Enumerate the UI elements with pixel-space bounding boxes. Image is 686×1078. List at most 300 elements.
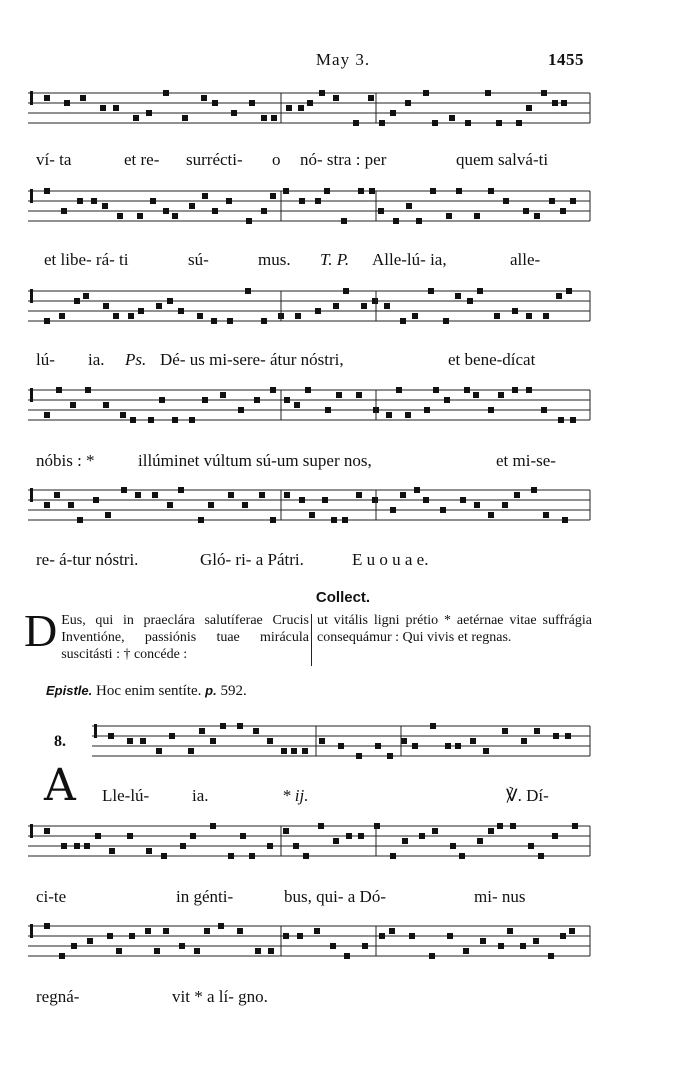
neume: [456, 188, 462, 194]
neume: [378, 208, 384, 214]
neume: [498, 392, 504, 398]
neume: [74, 298, 80, 304]
neume: [526, 105, 532, 111]
neume: [560, 933, 566, 939]
neume: [445, 743, 451, 749]
staff-8: [0, 918, 686, 978]
neume: [369, 188, 375, 194]
neume: [338, 743, 344, 749]
neume: [129, 933, 135, 939]
lyric-syllable: lú-: [36, 350, 55, 369]
neume: [400, 492, 406, 498]
neume: [261, 115, 267, 121]
lyric-syllable: et mi-se-: [496, 451, 556, 470]
neume: [77, 517, 83, 523]
neume: [212, 100, 218, 106]
neume: [178, 487, 184, 493]
neume: [331, 517, 337, 523]
neume: [56, 387, 62, 393]
neume: [295, 313, 301, 319]
neume: [507, 928, 513, 934]
staff-1: [0, 85, 686, 145]
neume: [514, 492, 520, 498]
neume: [150, 198, 156, 204]
neume: [130, 417, 136, 423]
neume: [330, 943, 336, 949]
neume: [361, 303, 367, 309]
neume: [281, 748, 287, 754]
neume: [245, 288, 251, 294]
neume: [255, 948, 261, 954]
neume: [172, 417, 178, 423]
neume: [284, 492, 290, 498]
lyric-syllable: Lle-lú-: [102, 786, 150, 805]
neume: [291, 748, 297, 754]
neume: [488, 512, 494, 518]
neume: [159, 397, 165, 403]
clef-mark: [30, 289, 33, 303]
neume: [379, 933, 385, 939]
neume: [494, 313, 500, 319]
neume: [302, 748, 308, 754]
neume: [553, 733, 559, 739]
neume: [294, 402, 300, 408]
neume: [127, 738, 133, 744]
neume: [322, 497, 328, 503]
neume: [423, 90, 429, 96]
neume: [270, 193, 276, 199]
neume: [372, 497, 378, 503]
neume: [423, 497, 429, 503]
clef-mark: [30, 189, 33, 203]
neume: [189, 203, 195, 209]
neume: [428, 288, 434, 294]
neume: [483, 748, 489, 754]
neume: [474, 213, 480, 219]
neume: [127, 833, 133, 839]
neume: [389, 928, 395, 934]
staff-4: [0, 382, 686, 442]
neume: [44, 412, 50, 418]
neume: [315, 198, 321, 204]
neume: [552, 100, 558, 106]
neume: [77, 198, 83, 204]
neume: [182, 115, 188, 121]
neume: [570, 417, 576, 423]
neume: [44, 318, 50, 324]
neume: [318, 823, 324, 829]
neume: [116, 948, 122, 954]
neume: [238, 407, 244, 413]
neume: [188, 748, 194, 754]
neume: [199, 728, 205, 734]
neume: [424, 407, 430, 413]
neume: [220, 392, 226, 398]
neume: [189, 417, 195, 423]
neume: [512, 387, 518, 393]
neume: [254, 397, 260, 403]
neume: [485, 90, 491, 96]
lyric-line-6: [0, 786, 686, 810]
neume: [488, 828, 494, 834]
neume: [154, 948, 160, 954]
lyric-syllable: Gló- ri- a Pátri.: [200, 550, 304, 569]
neume: [64, 100, 70, 106]
neume: [293, 843, 299, 849]
neume: [74, 843, 80, 849]
neume: [270, 517, 276, 523]
neume: [516, 120, 522, 126]
clef-mark: [30, 924, 33, 938]
lyric-syllable: et re-: [124, 150, 160, 169]
neume: [297, 933, 303, 939]
neume: [390, 507, 396, 513]
neume: [140, 738, 146, 744]
lyric-syllable: quem salvá-ti: [456, 150, 549, 169]
lyric-syllable: T. P.: [320, 250, 350, 269]
neume: [560, 208, 566, 214]
neume: [368, 95, 374, 101]
neume: [156, 748, 162, 754]
neume: [179, 943, 185, 949]
neume: [100, 105, 106, 111]
neume: [396, 387, 402, 393]
neume: [463, 948, 469, 954]
neume: [374, 823, 380, 829]
staff-2: [0, 183, 686, 243]
neume: [283, 828, 289, 834]
neume: [465, 120, 471, 126]
neume: [197, 313, 203, 319]
neume: [261, 318, 267, 324]
neume: [401, 738, 407, 744]
lyric-syllable: ia.: [88, 350, 105, 369]
neume: [93, 497, 99, 503]
neume: [372, 298, 378, 304]
neume: [87, 938, 93, 944]
neume: [298, 105, 304, 111]
lyric-line-8: [0, 987, 686, 1011]
neume: [102, 203, 108, 209]
neume: [467, 298, 473, 304]
lyric-line-2: [0, 250, 686, 274]
neume: [433, 387, 439, 393]
epistle-reference: [46, 683, 247, 700]
neume: [344, 953, 350, 959]
neume: [379, 120, 385, 126]
lyric-syllable: ci-te: [36, 887, 67, 906]
neume: [135, 492, 141, 498]
neume: [152, 492, 158, 498]
neume: [570, 198, 576, 204]
neume: [84, 843, 90, 849]
neume: [543, 512, 549, 518]
neume: [253, 728, 259, 734]
neume: [303, 853, 309, 859]
neume: [59, 953, 65, 959]
lyric-syllable: mus.: [258, 250, 291, 269]
neume: [54, 492, 60, 498]
neume: [242, 502, 248, 508]
neume: [541, 407, 547, 413]
neume: [80, 95, 86, 101]
lyric-line-3: [0, 350, 686, 374]
neume: [430, 188, 436, 194]
chant-number: 8.: [54, 733, 66, 750]
neume: [565, 733, 571, 739]
neume: [167, 298, 173, 304]
staff-7: [0, 818, 686, 878]
neume: [450, 843, 456, 849]
neume: [103, 402, 109, 408]
neume: [362, 943, 368, 949]
neume: [201, 95, 207, 101]
neume: [113, 105, 119, 111]
neume: [283, 188, 289, 194]
neume: [386, 412, 392, 418]
column-divider: [311, 614, 312, 666]
neume: [44, 502, 50, 508]
lyric-syllable: vit * a lí- gno.: [172, 987, 268, 1006]
neume: [533, 938, 539, 944]
neume: [356, 753, 362, 759]
collect-left-column: [24, 605, 309, 663]
staff-5: [0, 482, 686, 542]
neume: [70, 402, 76, 408]
neume: [528, 843, 534, 849]
neume: [419, 833, 425, 839]
neume: [520, 943, 526, 949]
neume: [488, 407, 494, 413]
lyric-syllable: Ps.: [125, 350, 147, 369]
neume: [429, 953, 435, 959]
neume: [220, 723, 226, 729]
neume: [319, 90, 325, 96]
neume: [227, 318, 233, 324]
neume: [405, 100, 411, 106]
neume: [267, 843, 273, 849]
neume: [342, 517, 348, 523]
neume: [202, 397, 208, 403]
neume: [402, 838, 408, 844]
neume: [202, 193, 208, 199]
neume: [218, 923, 224, 929]
lyric-syllable: illúminet vúltum sú-um super nos,: [138, 451, 372, 470]
neume: [246, 218, 252, 224]
neume: [61, 208, 67, 214]
neume: [538, 853, 544, 859]
neume: [526, 313, 532, 319]
neume: [284, 397, 290, 403]
lyric-line-5: [0, 550, 686, 574]
clef-mark: [30, 824, 33, 838]
neume: [61, 843, 67, 849]
neume: [430, 723, 436, 729]
lyric-syllable: re- á-tur nóstri.: [36, 550, 139, 569]
neume: [510, 823, 516, 829]
neume: [444, 397, 450, 403]
neume: [91, 198, 97, 204]
neume: [138, 308, 144, 314]
neume: [543, 313, 549, 319]
neume: [146, 110, 152, 116]
neume: [552, 833, 558, 839]
neume: [108, 733, 114, 739]
neume: [194, 948, 200, 954]
neume: [105, 512, 111, 518]
neume: [432, 120, 438, 126]
neume: [228, 853, 234, 859]
neume: [271, 115, 277, 121]
neume: [117, 213, 123, 219]
neume: [156, 303, 162, 309]
neume: [333, 838, 339, 844]
neume: [148, 417, 154, 423]
neume: [44, 828, 50, 834]
neume: [480, 938, 486, 944]
lyric-syllable: alle-: [510, 250, 541, 269]
neume: [208, 502, 214, 508]
lyric-syllable: in génti-: [176, 887, 234, 906]
neume: [502, 728, 508, 734]
neume: [270, 387, 276, 393]
neume: [83, 293, 89, 299]
lyric-line-7: [0, 887, 686, 911]
neume: [259, 492, 265, 498]
lyric-syllable: Dé- us mi-sere- átur nóstri,: [160, 350, 344, 369]
lyric-syllable: et bene-dícat: [448, 350, 536, 369]
neume: [566, 288, 572, 294]
neume: [167, 502, 173, 508]
clef-mark: [30, 91, 33, 105]
neume: [496, 120, 502, 126]
neume: [333, 303, 339, 309]
neume: [497, 823, 503, 829]
neume: [470, 738, 476, 744]
neume: [341, 218, 347, 224]
lyric-syllable: * ij.: [282, 786, 309, 805]
neume: [412, 743, 418, 749]
neume: [406, 203, 412, 209]
neume: [231, 110, 237, 116]
neume: [283, 933, 289, 939]
neume: [161, 853, 167, 859]
neume: [414, 487, 420, 493]
neume: [561, 100, 567, 106]
lyric-syllable: Alle-lú- ia,: [372, 250, 447, 269]
neume: [44, 923, 50, 929]
neume: [163, 90, 169, 96]
neume: [198, 517, 204, 523]
neume: [237, 928, 243, 934]
neume: [59, 313, 65, 319]
neume: [44, 188, 50, 194]
neume: [562, 517, 568, 523]
collect-drop-cap: D: [24, 605, 58, 656]
neume: [109, 848, 115, 854]
neume: [498, 943, 504, 949]
neume: [210, 823, 216, 829]
neume: [163, 928, 169, 934]
neume: [333, 95, 339, 101]
neume: [103, 303, 109, 309]
epistle-page: 592.: [220, 683, 247, 699]
lyric-line-4: [0, 451, 686, 475]
neume: [412, 313, 418, 319]
neume: [210, 738, 216, 744]
neume: [393, 218, 399, 224]
neume: [534, 213, 540, 219]
lyric-syllable: o: [272, 150, 281, 169]
neume: [163, 208, 169, 214]
neume: [44, 95, 50, 101]
lyric-syllable: E u o u a e.: [352, 550, 429, 569]
neume: [459, 853, 465, 859]
epistle-label: Epistle.: [46, 683, 93, 698]
neume: [212, 208, 218, 214]
lyric-syllable: sú-: [188, 250, 209, 269]
neume: [309, 512, 315, 518]
neume: [523, 208, 529, 214]
clef-mark: [30, 388, 33, 402]
collect-text: [24, 605, 594, 672]
neume: [346, 833, 352, 839]
page-number: 1455: [548, 50, 584, 69]
collect-left-text: Eus, qui in praeclára salutíferae Crucis Inventióne, passiónis tuae mirácula suscitásti : † concéde :: [61, 613, 309, 662]
staff-6: [0, 718, 686, 778]
lyric-syllable: bus, qui- a Dó-: [284, 887, 386, 906]
clef-mark: [94, 724, 97, 738]
neume: [120, 412, 126, 418]
neume: [228, 492, 234, 498]
neume: [572, 823, 578, 829]
neume: [526, 387, 532, 393]
neume: [477, 838, 483, 844]
clef-mark: [30, 488, 33, 502]
neume: [405, 412, 411, 418]
neume: [474, 502, 480, 508]
neume: [178, 308, 184, 314]
neume: [356, 392, 362, 398]
epistle-text: Hoc enim sentíte.: [96, 683, 202, 699]
neume: [375, 743, 381, 749]
neume: [268, 948, 274, 954]
neume: [358, 188, 364, 194]
neume: [71, 943, 77, 949]
neume: [204, 928, 210, 934]
neume: [172, 213, 178, 219]
lyric-syllable: nóbis : *: [36, 451, 95, 470]
neume: [137, 213, 143, 219]
neume: [455, 743, 461, 749]
neume: [307, 100, 313, 106]
lyric-syllable: ℣. Dí-: [506, 786, 549, 805]
lyric-syllable: nó- stra : per: [300, 150, 387, 169]
neume: [121, 487, 127, 493]
neume: [68, 502, 74, 508]
neume: [558, 417, 564, 423]
neume: [449, 115, 455, 121]
neume: [447, 933, 453, 939]
neume: [190, 833, 196, 839]
neume: [145, 928, 151, 934]
neume: [113, 313, 119, 319]
lyric-syllable: regná-: [36, 987, 80, 1006]
neume: [400, 318, 406, 324]
neume: [249, 100, 255, 106]
neume: [237, 723, 243, 729]
neume: [387, 753, 393, 759]
